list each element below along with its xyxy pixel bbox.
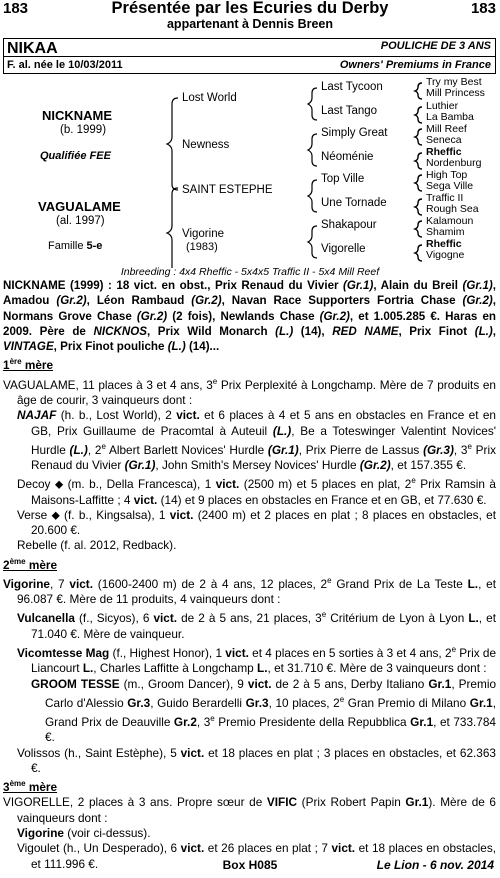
gen3-1: Last Tycoon [321, 81, 383, 93]
gen4-6: Seneca [426, 134, 462, 146]
lot-number-right: 183 [470, 0, 496, 17]
dam-dam-year: (1983) [186, 241, 218, 253]
section-first-dam: 1ère mère [3, 357, 54, 373]
dam-dam: Vigorine [182, 228, 224, 240]
produce-vulcanella: Vulcanella (f., Sicyos), 6 vict. de 2 à 5 ans, 21 places, 3e Critérium de Lyon à Lyon L., et 71.040 €. Mère de vainqueur. [17, 610, 496, 641]
produce-vigoulet: Vigoulet (h., Un Desperado), 6 vict. et 26 places en plat ; 7 vict. et 18 places en obstacles, et 111.996 €. [17, 841, 497, 871]
horse-name: NIKAA [7, 40, 58, 57]
section-second-dam: 2ème mère [3, 556, 58, 572]
sire-name: NICKNAME [42, 108, 113, 123]
second-dam-text: Vigorine, 7 vict. (1600-2400 m) de 2 à 4 ans, 12 places, 2e Grand Prix de La Teste L., et 96.087 €. Mère de 11 produits, 4 vainqueurs dont : [3, 575, 496, 607]
dam-year: (al. 1997) [56, 215, 105, 227]
premiums-note: Owners' Premiums in France [339, 59, 491, 71]
gen3-2: Last Tango [321, 105, 378, 117]
horse-birth: F. al. née le 10/03/2011 [7, 59, 123, 71]
gen4-15: Rheffic [426, 238, 462, 250]
first-dam-text: VAGUALAME, 11 places à 3 et 4 ans, 3e Prix Perplexité à Longchamp. Mère de 7 produits en âge de courir, 3 vainqueurs dont : [3, 376, 496, 407]
gen4-2: Mill Princess [426, 87, 485, 99]
horse-id-box [3, 38, 496, 74]
page-footer [0, 857, 500, 877]
produce-groom-tesse: GROOM TESSE (m., Groom Dancer), 9 vict. de 2 à 5 ans, Derby Italiano Gr.1, Premio Carlo d'Alessio Gr.3, Guido Berardelli Gr.3, 10 places, 2e Gran Premio di Milano Gr.1, Grand Prix de Deauville Gr.2, 3e Premio Presidente della Repubblica Gr.1, et 733.784 €. [31, 676, 497, 745]
gen4-14: Shamim [426, 226, 465, 238]
dam-sire: SAINT ESTEPHE [182, 184, 273, 196]
produce-volissos: Volissos (h., Saint Estèphe), 5 vict. et 18 places en plat ; 3 places en obstacles, et 62.363 €. [17, 745, 496, 775]
gen4-5: Mill Reef [426, 123, 467, 135]
gen4-7: Rheffic [426, 146, 462, 158]
inbreeding-line: Inbreeding : 4x4 Rheffic - 5x4x5 Traffic II - 5x4 Mill Reef [120, 266, 380, 278]
produce-decoy: Decoy ⬥ (m. b., Della Francesca), 1 vict. (2500 m) et 5 places en plat, 2e Prix Ramsin à Maisons-Laffitte ; 4 vict. (14) et 9 places en obstacles en France et en GB, et 77.630 €. [17, 476, 496, 507]
lot-number-left: 183 [3, 0, 29, 17]
horse-description: POULICHE DE 3 ANS [380, 40, 491, 52]
sire-record: NICKNAME (1999) : 18 vict. en obst., Prix Renaud du Vivier (Gr.1), Alain du Breil (Gr.1), Amadou (Gr.2), Léon Rambaud (Gr.2), Navan Race Supporters Fortria Chase (Gr.2), Normans Grove Chase (Gr.2) (2 fois), Newlands Chase (Gr.2), et 1.005.285 €. Haras en 2009. Père de NICKNOS, Prix Wild Monarch (L.) (14), RED NAME, Prix Finot (L.), VINTAGE, Prix Finot pouliche (L.) (14)... [3, 279, 497, 354]
gen4-16: Vigogne [426, 249, 465, 261]
gen4-12: Rough Sea [426, 203, 479, 215]
gen3-4: Néoménie [321, 151, 374, 163]
gen4-4: La Bamba [426, 111, 474, 123]
page-title: Présentée par les Ecuries du Derby [111, 0, 389, 17]
gen4-13: Kalamoun [426, 215, 474, 227]
box-number: Box H085 [222, 858, 278, 872]
gen4-3: Luthier [426, 100, 459, 112]
gen4-10: Sega Ville [426, 180, 474, 192]
sire-year: (b. 1999) [60, 124, 107, 136]
dam-name: VAGUALAME [38, 199, 121, 214]
gen4-11: Traffic II [426, 192, 464, 204]
sale-info: Le Lion - 6 nov. 2014 [376, 858, 494, 872]
divider [4, 56, 495, 57]
gen3-3: Simply Great [321, 127, 388, 139]
sire-note: Qualifiée FEE [40, 150, 111, 162]
produce-najaf: NAJAF (h. b., Lost World), 2 vict. et 6 places à 4 et 5 ans en obstacles en France et en GB, Prix Guillaume de Pracomtal à Auteuil (L.), Be a Toteswinger Valentint Novices' Hurdle (L.), 2e Albert Barlett Novices' Hurdle (Gr.1), Prix Pierre de Lassus (Gr.3), 3e Prix Renaud du Vivier (Gr.1), John Smith's Mersey Novices' Hurdle (Gr.2), et 157.355 €. [17, 408, 496, 473]
pedigree-chart [0, 76, 500, 268]
gen3-5: Top Ville [321, 173, 365, 185]
gen3-6: Une Tornade [321, 197, 387, 209]
produce-verse: Verse ⬥ (f. b., Kingsalsa), 1 vict. (2400 m) et 2 places en plat ; 8 places en obstacles, et 20.600 €. [17, 507, 496, 538]
section-third-dam: 3ème mère [3, 779, 58, 795]
gen3-8: Vigorelle [321, 243, 366, 255]
gen4-9: High Top [426, 169, 468, 181]
catalogue-body [3, 278, 496, 872]
produce-rebelle: Rebelle (f. al. 2012, Redback). [17, 538, 177, 553]
sire-dam: Newness [182, 139, 230, 151]
gen4-8: Nordenburg [426, 157, 482, 169]
sire-sire: Lost World [182, 92, 237, 104]
gen4-1: Try my Best [426, 76, 482, 88]
owner-line: appartenant à Dennis Breen [166, 17, 333, 31]
gen3-7: Shakapour [321, 219, 377, 231]
catalogue-header [0, 0, 500, 40]
produce-vicomtesse: Vicomtesse Mag (f., Highest Honor), 1 vict. et 4 places en 5 sorties à 3 et 4 ans, 2e Prix de Liancourt L., Charles Laffitte à Longchamp L., et 31.710 €. Mère de 3 vainqueurs dont : [17, 644, 497, 676]
third-dam-text: VIGORELLE, 2 places à 3 ans. Propre sœur de VIFIC (Prix Robert Papin Gr.1). Mère de 6 vainqueurs dont : [3, 795, 496, 825]
produce-vigorine: Vigorine (voir ci-dessus). [17, 825, 151, 840]
dam-family: Famille 5-e [48, 240, 103, 252]
